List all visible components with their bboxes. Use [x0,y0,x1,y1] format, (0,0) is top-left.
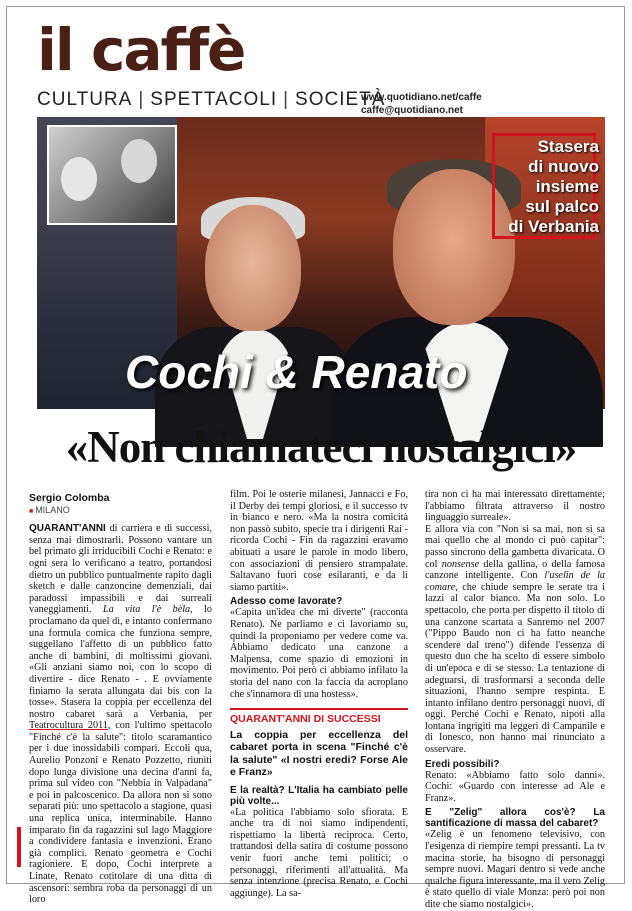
question-heading: E la realtà? L'Italia ha cambiato pelle più volte... [230,784,408,807]
article-paragraph: Renato: «Abbiamo fatto solo danni». Cochi: «Guardo con interesse ad Ale e Franz». [425,769,605,804]
highlight-box [230,708,408,779]
callout-text: Stasera di nuovo insieme sul palco di Verbania [508,137,599,236]
contacts [361,91,482,117]
article-paragraph: film. Poi le osterie milanesi, Jannacci e Fo, il Derby dei tempi gloriosi, e il successo tv in bianco e nero. «Ma la nostra comicità non passò subito, specie tra i dirigenti Rai - ricorda Cochi - Fin da ragazzini eravamo abituati a usare le parole in modo libero, con associazioni di pensiero strampalate. Saltavano fuori cose esilaranti, e da lì siamo partiti». [230,489,408,593]
article-paragraph: «La politica l'abbiamo solo sfiorata. E anche tra di noi siamo indipendenti, rispettiamo la libertà reciproca. Certo, trattandosi della satira di costume possono venir fuori anche temi politici; o personaggi, riferimenti all'attualità. Ma senza intenzione (precisa Renato, e Cochi aggiunge). La sa- [230,806,408,899]
question-heading: E "Zelig" allora cos'è? La santificazione di massa del cabaret? [425,807,605,830]
article-paragraph: «Zelig è un fenomeno televisivo, con l'esigenza di riempire tempi pressanti. La tv macina storie, ha bisogno di personaggi sempre nuovi. Magari dentro si vede anche qualche figura interessante, ma il vero Zelig è stato quello di viale Monza: però poi non dite che siamo nostalgici». [425,829,605,910]
question-heading: Adesso come lavorate? [230,596,343,608]
article-column-3 [425,489,605,911]
newspaper-page [6,6,625,910]
inset-archive-photo [47,125,177,225]
photo-title: Cochi & Renato [125,346,468,398]
article-paragraph: E allora via con "Non si sa mai, non si sa mai quello che al mondo ci può capitar": passo sincrono della gambetta divaricata. O col nonsense della gallina, o della famosa canzone intelligente. Con l'uselin de la comare, che chiude sempre le serate tra i lazzi al calor bianco. Ma non solo. Lo spettacolo, che porta per dispetto il titolo di una canzone scartata a Sanremo nel 2007 ("Pippo Baudo non ci ha fatto neanche scendere dal treno") difende l'essenza di questo duo che ha scelto di essere simbolo di un'epoca e di se stesso. La tentazione di adeguarsi, di trasformarsi a seconda delle situazioni, l'hanno sempre respinta. E intanto infilano dentro personaggi nuovi, di oggi. Perché Cochi e Renato, nipoti alla lontana ingrigiti ma leggeri di Campanile e di Ionesco, non hanno mai rinunciato a osservare. [425,523,605,756]
section-societa: SOCIETÀ [295,89,386,110]
article-paragraph: QUARANT'ANNI di carriera e di successi, senza mai dimostrarli. Possono vantare un bel primato gli irriducibili Cochi e Renato: e ogni sera lo verificano a teatro, portandosi dietro un pubblico puntualmente rapito dagli sketch e dalle canzoncine demenziali, dai paradossi impassibili e dai surreali vaneggiamenti. La vita l'è bèla, lo proclamano da quel dì, e intanto confermano una formula comica che funziona sempre, suggellano l'affetto di un pubblico fatto anche di bambini, di moltissimi giovani. «Gli anziani siamo noi, con lo scopo di divertire - dice Renato - . E ovviamente finiamo la serata allungata dai bis con la tosse». Stasera la coppia per eccellenza del nostro cabaret sarà a Verbania, per Teatrocultura 2011, con l'ultimo spettacolo "Finché c'è la salute": titolo scaramantico per i due inossidabili compari. Eccoli qua, Aurelio Ponzoni e Renato Pozzetto, riuniti dopo lunga divisione una decina d'anni fa, prima sul video con "Nebbia in Valpadana" e poi in palcoscenico. Da allora non si sono separati più: uno spettacolo a stagione, quasi una replica unica, interminabile. Hanno imparato fin da ragazzini sul lago Maggiore a condividere fantasia e invenzioni. Erano già complici. Renato geometra e Cochi ragioniere. E dopo, Cochi interprete a Linate, Renato cotitolare di una ditta di ascensori: sembra roba da personaggi di un loro [29,523,212,906]
article-paragraph: tira non ci ha mai interessato direttamente; l'abbiamo filtrata attraverso il nostro linguaggio surreale». [425,489,605,524]
box-headline: La coppia per eccellenza del cabaret porta in scena "Finché c'è la salute" «I nostri eredi? Forse Ale e Franz» [230,728,408,779]
section-spettacoli: SPETTACOLI [150,89,278,110]
masthead-logo: il caffè [37,16,245,84]
question-heading: Eredi possibili? [425,758,500,770]
dateline-place: ■ MILANO [29,505,212,518]
headline: «Non chiamateci nostalgici» [65,422,577,472]
box-kicker: QUARANT'ANNI DI SUCCESSI [230,713,381,726]
article-column-1 [29,493,212,906]
lead-word: QUARANT'ANNI [29,523,106,535]
email-link[interactable]: caffe@quotidiano.net [361,105,463,116]
article-column-2 [230,489,408,899]
article-paragraph: «Capita un'idea che mi diverte" (racconta Renato). Ne parliamo e ci lavoriamo su, quindi la proponiamo per vedere come va. Abbiamo dedicato una canzone a Malpensa, come spazio di emozioni in movimento. Poi però ci abbiamo infilato la storia del nano con la faccia da acroplano che s'innamora di una hostess». [230,607,408,700]
byline: Sergio Colomba [29,492,110,504]
teatrocultura-mention: Teatrocultura 2011 [29,720,108,732]
section-cultura: CULTURA [37,89,133,110]
main-photo [37,117,605,409]
section-nav: CULTURA | SPETTACOLI | SOCIETÀ [37,89,386,110]
website-link[interactable]: www.quotidiano.net/caffe [361,92,482,103]
red-margin-mark [17,827,21,867]
